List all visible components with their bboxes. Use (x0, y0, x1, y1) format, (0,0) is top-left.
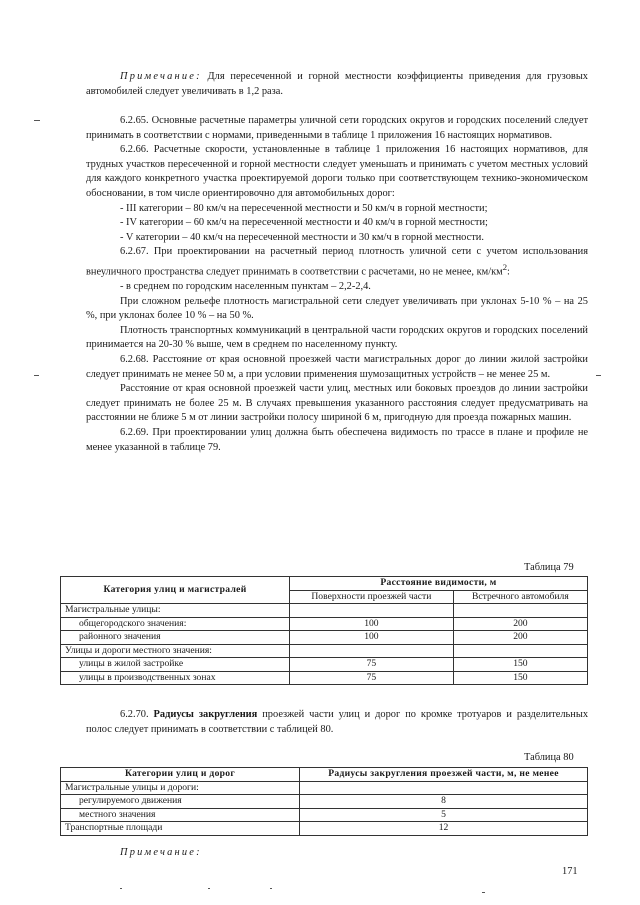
table-cell (453, 644, 587, 658)
table-cell: 75 (290, 671, 454, 685)
table-cell: улицы в производственных зонах (61, 671, 290, 685)
paragraph-6-2-66: 6.2.66. Расчетные скорости, установленные в таблице 1 приложения 16 настоящих нормативов, для трудных участков пересеченной и горной местности следует уменьшать и принимать с учетом местных условий для каждого конкретного участка проектируемой дороги только при соответствующем технико-экономическом обосновании, в том числе ориентировочно для автомобильных дорог: (86, 144, 588, 199)
table-cell: Транспортные площади (61, 822, 300, 836)
paragraph-distance: Расстояние от края основной проезжей части улиц, местных или боковых проездов до линии застройки следует принимать не более 25 м. В случаях превышения указанного расстояния следует предусматривать на расстоянии не ближе 5 м от линии застройки полосу шириной 6 м, пригодную для проезда пожарных машин. (86, 383, 588, 424)
table-cell: 75 (290, 658, 454, 672)
paragraph-6-2-65: 6.2.65. Основные расчетные параметры уличной сети городских округов и городских поселений следует принимать в соответствии с нормами, приведенными в таблице 1 приложения 16 настоящих нормативов. (86, 115, 588, 141)
table-cell: 5 (300, 808, 588, 822)
table-cell (290, 604, 454, 618)
table-row (61, 795, 588, 809)
paragraph-6-2-67-text: 6.2.67. При проектировании на расчетный период плотность уличной сети с учетом использования внеуличного пространства следует принимать в соответствии с расчетами, но не менее, км/км (86, 246, 588, 278)
table-cell (300, 781, 588, 795)
note-label: Примечание: (120, 847, 202, 858)
paragraph-density: Плотность транспортных коммуникаций в центральной части городских округов и городских поселений принимается на 20-30 % выше, чем в среднем по населенному пункту. (86, 324, 588, 351)
main-text (86, 114, 588, 455)
table-header: Категории улиц и дорог (61, 768, 300, 782)
table-cell: Улицы и дороги местного значения: (61, 644, 290, 658)
paragraph-text: проезжей части улиц и дорог по кромке тротуаров и разделительных полос следует принимать в соответствии с таблицей 80. (86, 709, 589, 735)
scan-mark (34, 375, 39, 376)
list-item: - IV категории – 60 км/ч на пересеченной местности и 40 км/ч в горной местности; (120, 217, 488, 229)
table-row (61, 822, 588, 836)
table-cell: 200 (453, 617, 587, 631)
scan-mark (34, 120, 40, 121)
paragraph-6-2-70 (86, 708, 588, 737)
scan-mark (482, 892, 485, 893)
table-subheader: Поверхности проезжей части (290, 590, 454, 604)
scan-mark (208, 888, 210, 889)
table-cell (290, 644, 454, 658)
table-row (61, 808, 588, 822)
note-label: Примечание: (120, 71, 202, 82)
table-header: Категория улиц и магистралей (61, 577, 290, 604)
superscript: 2 (502, 261, 508, 272)
paragraph-6-2-70-block (86, 708, 588, 737)
table-cell: улицы в жилой застройке (61, 658, 290, 672)
paragraph-number: 6.2.70. (120, 709, 154, 720)
table-79 (60, 576, 588, 685)
table-80 (60, 767, 588, 836)
table-cell: 12 (300, 822, 588, 836)
scan-mark (270, 888, 272, 889)
table-row (61, 604, 588, 618)
scan-mark (596, 375, 601, 376)
table-cell: 100 (290, 617, 454, 631)
table-80-caption: Таблица 80 (524, 752, 574, 763)
table-cell: 100 (290, 631, 454, 645)
list-item: - V категории – 40 км/ч на пересеченной местности и 30 км/ч в горной местности. (120, 231, 484, 243)
bottom-note (86, 846, 588, 861)
top-note (86, 70, 588, 99)
bold-term: Радиусы закругления (153, 709, 258, 720)
note-text: Для пересеченной и горной местности коэффициенты приведения для грузовых автомобилей следует увеличивать в 1,2 раза. (86, 71, 588, 97)
list-item: - в среднем по городским населенным пунктам – 2,2-2,4. (120, 281, 371, 292)
table-cell: 150 (453, 658, 587, 672)
paragraph-6-2-67 (86, 245, 588, 280)
table-cell: 8 (300, 795, 588, 809)
table-row (61, 617, 588, 631)
table-cell: Магистральные улицы: (61, 604, 290, 618)
table-cell: 200 (453, 631, 587, 645)
table-row (61, 658, 588, 672)
table-cell (453, 604, 587, 618)
table-cell: местного значения (61, 808, 300, 822)
table-79-caption: Таблица 79 (524, 562, 574, 573)
table-row (61, 631, 588, 645)
scan-mark (120, 888, 122, 889)
table-cell: общегородского значения: (61, 617, 290, 631)
paragraph-relief: При сложном рельефе плотность магистральной сети следует увеличивать при уклонах 5-10 % – на 25 %, при уклонах более 10 % – на 50 %. (86, 295, 588, 322)
paragraph-end: : (507, 266, 510, 278)
table-subheader: Встречного автомобиля (453, 590, 587, 604)
table-header: Расстояние видимости, м (290, 577, 588, 591)
table-row (61, 671, 588, 685)
table-cell: регулируемого движения (61, 795, 300, 809)
table-row (61, 644, 588, 658)
table-cell: районного значения (61, 631, 290, 645)
table-cell: 150 (453, 671, 587, 685)
page-number: 171 (562, 866, 578, 877)
table-header: Радиусы закругления проезжей части, м, не менее (300, 768, 588, 782)
table-row (61, 781, 588, 795)
paragraph-6-2-69: 6.2.69. При проектировании улиц должна быть обеспечена видимость по трассе в плане и профиле не менее указанной в таблице 79. (86, 426, 588, 453)
table-cell: Магистральные улицы и дороги: (61, 781, 300, 795)
paragraph-6-2-68: 6.2.68. Расстояние от края основной проезжей части магистральных дорог до линии жилой застройки следует принимать не менее 50 м, а при условии применения шумозащитных устройств – не менее 25 м. (86, 353, 588, 380)
list-item: - III категории – 80 км/ч на пересеченной местности и 50 км/ч в горной местности; (120, 202, 488, 214)
